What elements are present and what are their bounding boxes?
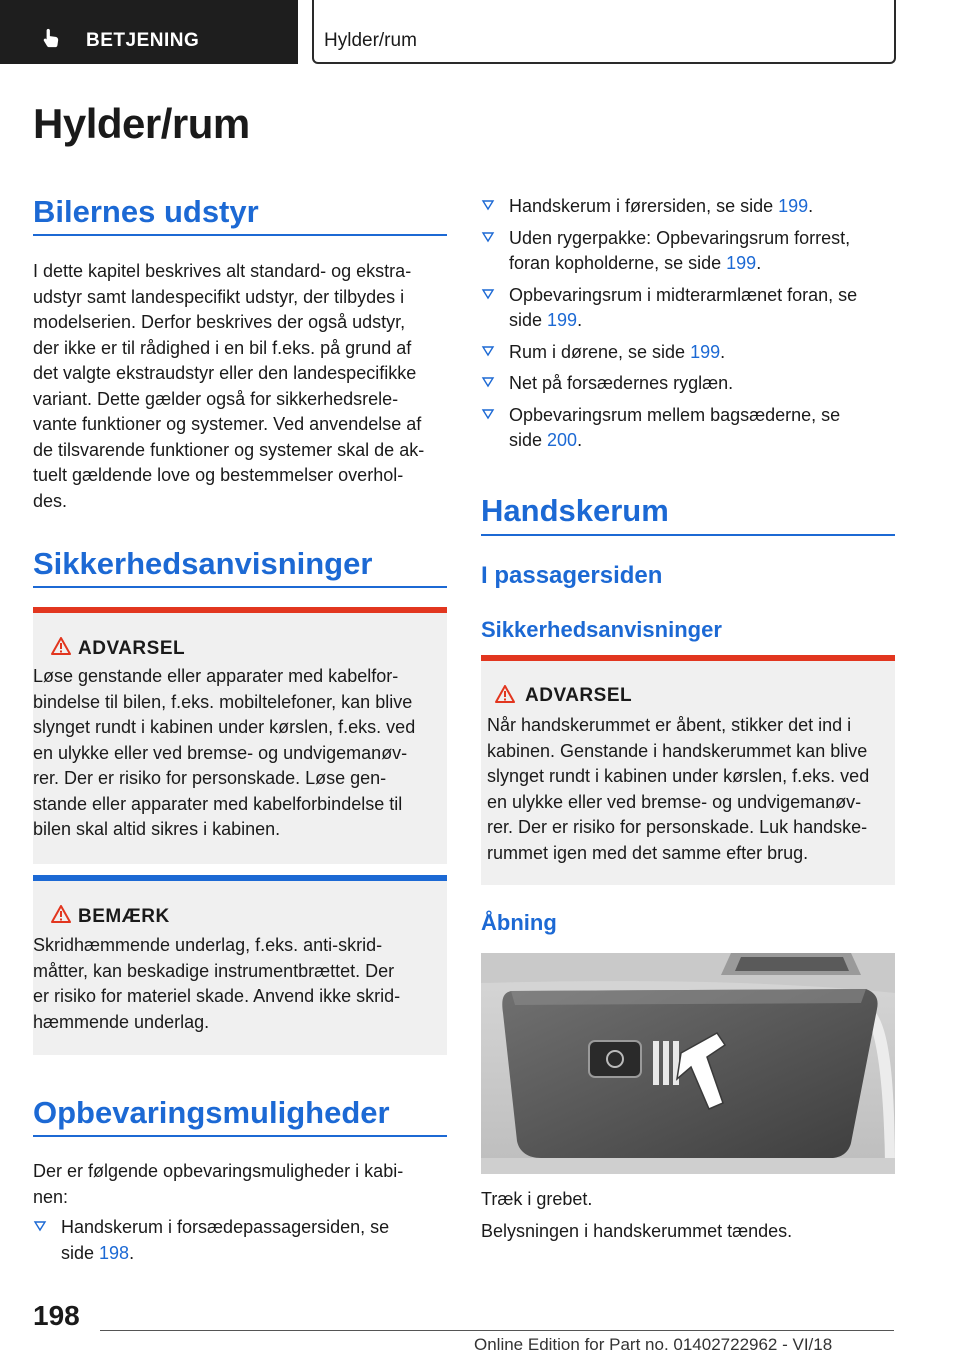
note-bar <box>33 875 447 881</box>
note-title: BEMÆRK <box>78 906 170 927</box>
warning-title: ADVARSEL <box>525 685 633 706</box>
warning-triangle-icon <box>495 685 515 703</box>
warning-triangle-icon <box>51 637 71 655</box>
page-ref-link[interactable]: 199 <box>690 341 721 362</box>
bullet-triangle-icon <box>481 375 495 389</box>
bullet-triangle-icon <box>481 344 495 358</box>
bullet-triangle-icon <box>481 230 495 244</box>
page-ref-link[interactable]: 198 <box>99 1242 130 1263</box>
hand-pointer-icon <box>40 27 62 49</box>
heading-equipment: Bilernes udstyr <box>33 194 259 229</box>
warning-bar <box>481 655 895 661</box>
warning-text: Løse genstande eller apparater med kabelfor- bindelse til bilen, f.eks. mobiltelefoner, kan blive slynget rundt i kabinen under kørslen, f.eks. ved en ulykke eller ved bremse- og undvigemanøv- rer. Der er risiko for personskade. Løse gen- stande eller apparater med kabelforbindelse til bilen skal altid sikres i kabinen. <box>33 666 416 839</box>
heading-rule <box>33 586 447 588</box>
bullet-triangle-icon <box>33 1219 47 1233</box>
page-ref-link[interactable]: 200 <box>547 430 578 450</box>
heading-rule <box>33 1135 447 1137</box>
warning-box <box>481 655 895 885</box>
bullet-triangle-icon <box>481 407 495 421</box>
heading-glovebox: Handskerum <box>481 493 669 528</box>
heading-safety-sub: Sikkerhedsanvisninger <box>481 617 722 642</box>
note-box <box>33 875 447 1055</box>
bullet-triangle-icon <box>481 198 495 212</box>
list-item: Rum i dørene, se side 199. <box>481 340 895 366</box>
footer-edition: Online Edition for Part no. 01402722962 - VI/18 <box>474 1335 833 1354</box>
header-section-tab[interactable] <box>0 0 298 64</box>
header-chapter-label: Hylder/rum <box>324 30 417 51</box>
storage-list-left <box>33 1215 447 1272</box>
opening-text: Træk i grebet. Belysningen i handskerummet tændes. <box>481 1189 793 1241</box>
heading-passenger-side: I passagersiden <box>481 562 663 589</box>
page-ref-link[interactable]: 199 <box>778 196 809 216</box>
page-number: 198 <box>33 1300 80 1331</box>
note-text: Skridhæmmende underlag, f.eks. anti-skrid- måtter, kan beskadige instrumentbrættet. Der er risiko for materiel skade. Anvend ikke skrid- hæmmende underlag. <box>33 935 401 1032</box>
list-item: Opbevaringsrum i midterarmlænet foran, se side 199. <box>481 283 895 334</box>
storage-intro: Der er følgende opbevaringsmuligheder i kabi- nen: <box>33 1161 404 1207</box>
list-item: Uden rygerpakke: Opbevaringsrum forrest, foran kopholderne, se side 199. <box>481 226 895 277</box>
bullet-triangle-icon <box>481 287 495 301</box>
list-item: Handskerum i forsædepassagersiden, se side 198. <box>33 1215 447 1266</box>
list-item: Net på forsædernes ryglæn. <box>481 371 895 397</box>
warning-text: Når handskerummet er åbent, stikker det ind i kabinen. Genstande i handskerummet kan blive slynget rundt i kabinen under kørslen, f.eks. ved en ulykke eller ved bremse- og undvigemanøv- rer. Der er risiko for personskade. Luk handske- rummet igen med det samme efter brug. <box>487 715 870 863</box>
heading-storage: Opbevaringsmuligheder <box>33 1095 390 1130</box>
heading-safety: Sikkerhedsanvisninger <box>33 546 373 581</box>
page-ref-link[interactable]: 199 <box>547 310 578 330</box>
heading-rule <box>481 534 895 536</box>
glovebox-photo <box>481 953 895 1174</box>
heading-opening: Åbning <box>481 910 557 935</box>
storage-list-right <box>481 194 895 460</box>
warning-title: ADVARSEL <box>78 638 186 659</box>
list-item: Handskerum i førersiden, se side 199. <box>481 194 895 220</box>
footer-rule <box>100 1330 894 1331</box>
page-ref-link[interactable]: 199 <box>726 253 757 273</box>
equipment-paragraph: I dette kapitel beskrives alt standard- og ekstra- udstyr samt landespecifikt udstyr, der tilbydes i modelserien. Derfor beskrives der også udstyr, der ikke er til rådighed i en bil f.eks. på grund af det valgte ekstraudstyr eller den landespecifikke variant. Dette gælder også for sikkerhedsrele- vante funktioner og systemer. Ved anvendelse af de tilsvarende funktioner og systemer skal de ak- tuelt gældende love og bestemmelser overhol- des. <box>33 261 425 511</box>
warning-box <box>33 607 447 864</box>
page-title: Hylder/rum <box>33 100 250 147</box>
caution-triangle-icon <box>51 905 71 923</box>
warning-bar <box>33 607 447 613</box>
list-item: Opbevaringsrum mellem bagsæderne, se side 200. <box>481 403 895 454</box>
heading-rule <box>33 234 447 236</box>
header-section-label: BETJENING <box>86 30 200 51</box>
